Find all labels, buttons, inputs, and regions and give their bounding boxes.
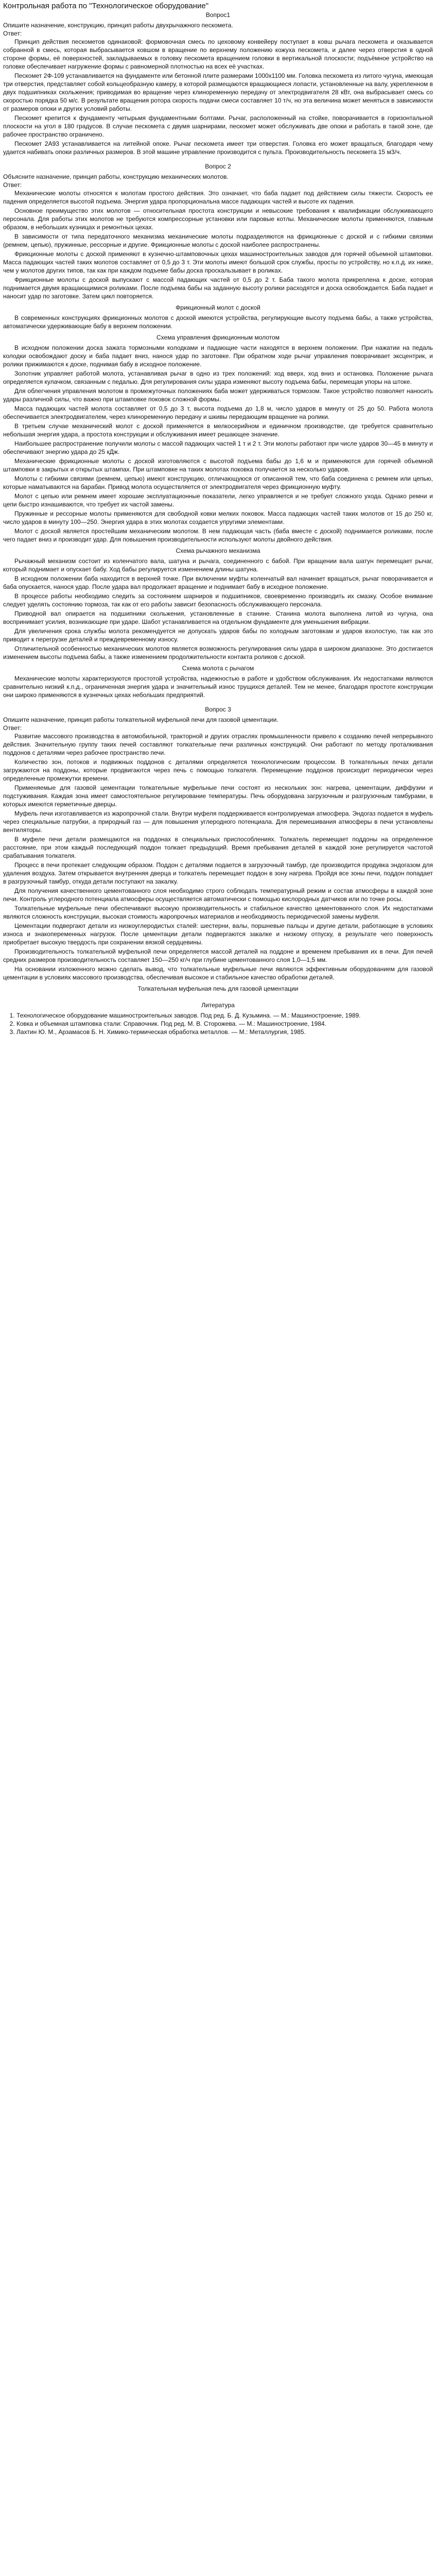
question-text: Опишите назначение, принцип работы толкательной муфельной печи для газовой цементации. bbox=[3, 716, 278, 723]
figure-caption: Схема рычажного механизма bbox=[176, 547, 260, 554]
figure-caption: Фрикционный молот с доской bbox=[176, 304, 260, 311]
answer-paragraph: Пескомет 2А93 устанавливается на литейной опоке. Рычаг пескомета имеет три отверстия. Головка его может вращаться, благодаря чему удается набивать опоки различных размеров. В этой машине управление производится с пульта. Производительность пескомета 15 м3/ч. bbox=[3, 140, 433, 156]
reference-item: 2. Ковка и объемная штамповка стали: Справочник. Под ред. М. В. Сторожева. — М.: Машиностроение, 1984. bbox=[16, 1020, 433, 1028]
question-heading: Вопрос 3 bbox=[205, 706, 231, 713]
answer-paragraph: В современных конструкциях фрикционных молотов с доской имеются устройства, регулирующие высоту подъема бабы, а также устройства, автоматически удерживающие бабу в верхнем положении. bbox=[3, 314, 433, 330]
question-heading: Вопрос 2 bbox=[205, 163, 231, 170]
answer-paragraph: На основании изложенного можно сделать вывод, что толкательные муфельные печи являются эффективным оборудованием для газовой цементации в условиях массового производства, обеспечивая высокое и стабильное качество обработки деталей. bbox=[3, 965, 433, 981]
answer-paragraph: Наибольшее распространение получили молоты с массой падающих частей 1 т и 2 т. Эти молоты работают при числе ударов 30—45 в минуту и обеспечивают энергию удара до 25 кДж. bbox=[3, 440, 433, 455]
document-page bbox=[0, 0, 436, 1052]
answer-paragraph: Процесс в печи протекает следующим образом. Поддон с деталями подается в загрузочный тамбур, где производится продувка эндогазом для удаления воздуха. Затем открывается внутренняя дверца и толкатель перемещает поддон в зону нагрева. Пройдя все зоны печи, поддон попадает в разгрузочный тамбур, откуда детали поступают на закалку. bbox=[3, 861, 433, 885]
answer-paragraph: В третьем случае механический молот с доской применяется в мелкосерийном и единичном производстве, где требуется сравнительно небольшая энергия удара, а простота конструкции и обслуживания имеет решающее значение. bbox=[3, 422, 433, 438]
answer-paragraph: Цементации подвергают детали из низкоуглеродистых сталей: шестерни, валы, поршневые пальцы и другие детали, работающие в условиях износа и знакопеременных нагрузок. После цементации детали подвергаются закалке и низкому отпуску, в результате чего поверхность приобретает высокую твердость при сохранении вязкой сердцевины. bbox=[3, 922, 433, 946]
answer-paragraph: Муфель печи изготавливается из жаропрочной стали. Внутри муфеля поддерживается контролируемая атмосфера. Эндогаз подается в муфель через специальные патрубки, а природный газ — для повышения углеродного потенциала. Для перемешивания атмосферы в печи установлены вентиляторы. bbox=[3, 810, 433, 834]
question-text: Опишите назначение, конструкцию, принцип работы двухрычажного пескомета. bbox=[3, 22, 233, 29]
answer-paragraph: Развитие массового производства в автомобильной, тракторной и других отраслях промышленности привело к созданию печей непрерывного действия. Значительную группу таких печей составляют толкательные печи различных конструкций. Они работают по методу проталкивания поддонов с деталями через рабочее пространство печи. bbox=[3, 733, 433, 756]
answer-paragraph: В муфеле печи детали размещаются на поддонах в специальных приспособлениях. Толкатель перемещает поддоны на определенное расстояние, при этом каждый последующий поддон толкает предыдущий. Время пребывания деталей в каждой зоне регулируется частотой срабатывания толкателя. bbox=[3, 836, 433, 859]
answer-paragraph: Отличительной особенностью механических молотов является возможность регулирования силы удара в широком диапазоне. Это достигается изменением высоты подъема бабы, а также изменением продолжительности контакта роликов с доской. bbox=[3, 645, 433, 660]
answer-paragraph: Для увеличения срока службы молота рекомендуется не допускать ударов бабы по холодным заготовкам и ударов вхолостую, так как это приводит к перегрузке деталей и преждевременному износу. bbox=[3, 628, 433, 643]
answer-paragraph: Молот с цепью или ремнем имеет хорошие эксплуатационные показатели, легко управляется и не требует сложного ухода. Однако ремни и цепи быстро изнашиваются, что требует их частой замены. bbox=[3, 493, 433, 508]
answer-paragraph: Основное преимущество этих молотов — относительная простота конструкции и невысокие требования к квалификации обслуживающего персонала. Для работы этих молотов не требуются компрессорные установки или паровые котлы. Механические молоты применяются, главным образом, в небольших кузницах и ремонтных цехах. bbox=[3, 207, 433, 231]
answer-paragraph: Принцип действия пескометов одинаковой: формовочная смесь по цеховому конвейеру поступает в ковш рычага пескомета и оказывается собранной в смесь, которая выбрасывается ковшом в вращение по верхнему положению кожуха пескомета, и далее через отверстия в одной стороне формы, её поверхностей, закладываемых в головку пескомета вращением головки в вертикальной плоскости; подъёмное устройство на головке обеспечивает нагружение формы с равномерной плотностью на всех её участках. bbox=[3, 38, 433, 70]
answer-paragraph: Приводной вал опирается на подшипники скольжения, установленные в станине. Станина молота выполнена литой из чугуна, она воспринимает усилия, возникающие при ударе. Шабот устанавливается на отдельном фундаменте для уменьшения вибрации. bbox=[3, 610, 433, 625]
references-heading: Литература bbox=[201, 1002, 235, 1009]
document-title: Контрольная работа по "Технологическое оборудование" bbox=[3, 2, 209, 10]
answer-paragraph: В исходном положении доска зажата тормозными колодками и падающие части находятся в верхнем положении. При нажатии на педаль колодки освобождают доску и баба падает вниз, нанося удар по заготовке. При обратном ходе рычаг управления поворачивает эксцентрик, и ролики прижимаются к доске, поднимая бабу в исходное положение. bbox=[3, 344, 433, 368]
answer-paragraph: Молот с доской является простейшим механическим молотом. В нем падающая часть (баба вместе с доской) поднимается роликами, после чего падает вниз и производит удар. Для повышения производительности используют молоты двойного действия. bbox=[3, 528, 433, 543]
question-text: Объясните назначение, принцип работы, конструкцию механических молотов. bbox=[3, 173, 229, 180]
answer-paragraph: Масса падающих частей молота составляет от 0,5 до 3 т, высота подъема до 1,8 м, число ударов в минуту от 25 до 50. Работа молота обеспечивается электродвигателем, через клиноременную передачу и шкивы передающим вращение на ролики. bbox=[3, 405, 433, 420]
references-list bbox=[3, 1011, 433, 1036]
answer-paragraph: В исходном положении баба находится в верхней точке. При включении муфты коленчатый вал начинает вращаться, рычаг поворачивается и баба опускается, нанося удар. После удара вал продолжает вращение и поднимает бабу в исходное положение. bbox=[3, 575, 433, 590]
answer-paragraph: Применяемые для газовой цементации толкательные муфельные печи состоят из нескольких зон: нагрева, цементации, диффузии и подстуживания. Каждая зона имеет самостоятельное регулирование температуры. Печь оборудована загрузочным и разгрузочным тамбурами, в которых имеются герметичные дверцы. bbox=[3, 784, 433, 808]
answer-label: Ответ: bbox=[3, 181, 22, 189]
answer-paragraph: Фрикционные молоты с доской выпускают с массой падающих частей от 0,5 до 2 т. Баба такого молота прикреплена к доске, которая поднимается двумя вращающимися роликами. После подъема бабы на заданную высоту ролики расходятся и доска освобождается. Баба падает и наносит удар по заготовке. Затем цикл повторяется. bbox=[3, 276, 433, 300]
answer-paragraph: Механические фрикционные молоты с доской изготовляются с высотой подъема бабы до 1,6 м и применяются для горячей объемной штамповки в закрытых и открытых штампах. При штамповке на таких молотах поковка получается за несколько ударов. bbox=[3, 457, 433, 473]
figure-caption: Схема молота с рычагом bbox=[182, 665, 254, 672]
answer-label: Ответ: bbox=[3, 30, 22, 37]
answer-paragraph: В процессе работы необходимо следить за состоянием шарниров и подшипников, своевременно производить их смазку. Особое внимание следует уделять состоянию тормоза, так как от его работы зависит безопасность обслуживающего персонала. bbox=[3, 592, 433, 608]
document-body bbox=[3, 11, 433, 993]
figure-caption: Толкательная муфельная печь для газовой цементации bbox=[137, 985, 299, 992]
answer-paragraph: Количество зон, потоков и подвижных поддонов с деталями определяется технологическим процессом. В толкательных печах детали загружаются на поддоны, которые продвигаются через печь с помощью толкателя. Перемещение поддонов происходит периодически через определенные промежутки времени. bbox=[3, 758, 433, 782]
answer-paragraph: Производительность толкательной муфельной печи определяется массой деталей на поддоне и временем пребывания их в печи. Для печей средних размеров производительность составляет 150—250 кг/ч при глубине цементованного слоя 1,0—1,5 мм. bbox=[3, 948, 433, 963]
answer-paragraph: Механические молоты относятся к молотам простого действия. Это означает, что баба падает под действием силы тяжести. Скорость ее падения определяется высотой подъема. Энергия удара пропорциональна массе падающих частей и высоте их падения. bbox=[3, 190, 433, 205]
answer-label: Ответ: bbox=[3, 724, 22, 732]
reference-item: 3. Лахтин Ю. М., Арзамасов Б. Н. Химико-термическая обработка металлов. — М.: Металлургия, 1985. bbox=[16, 1028, 433, 1036]
answer-paragraph: Рычажный механизм состоит из коленчатого вала, шатуна и рычага, соединенного с бабой. При вращении вала шатун перемещает рычаг, который поднимает и опускает бабу. Ход бабы регулируется изменением длины шатуна. bbox=[3, 557, 433, 573]
answer-paragraph: Пескомет 2Ф-109 устанавливается на фундаменте или бетонной плите размерами 1000x1100 мм. Головка пескомета из литого чугуна, имеющая три отверстия, представляет собой кольцеобразную камеру, в которой размещаются вращающиеся лопасти, установленные на валу, укрепленном в двух подшипниках скольжения; приводимая во вращение через клиноременную передачу от электродвигателя 28 кВт, она выбрасывает смесь со скоростью порядка 50 м/с. В результате вращения ротора скорость подачи смеси составляет 10 т/ч, но эта величина может меняться в зависимости от размеров опоки и других условий работы. bbox=[3, 72, 433, 112]
reference-item: 1. Технологическое оборудование машиностроительных заводов. Под ред. Б. Д. Кузьмина. — М.: Машиностроение, 1989. bbox=[16, 1011, 433, 1020]
answer-paragraph: Золотник управляет работой молота, устанавливая рычаг в одно из трех положений: ход вверх, ход вниз и остановка. Положение рычага определяется кулачком, связанным с педалью. Для регулирования силы удара изменяют высоту подъема бабы, перемещая упоры на штоке. bbox=[3, 370, 433, 385]
answer-paragraph: Пружинные и рессорные молоты применяются для свободной ковки мелких поковок. Масса падающих частей таких молотов от 15 до 250 кг, число ударов в минуту 100—250. Энергия удара в этих молотах создается упругими элементами. bbox=[3, 510, 433, 526]
answer-paragraph: Механические молоты характеризуются простотой устройства, надежностью в работе и удобством обслуживания. Их недостатками являются сравнительно низкий к.п.д., ограниченная энергия удара и значительный износ трущихся деталей. Тем не менее, благодаря простоте конструкции они широко применяются в кузнечных цехах небольших предприятий. bbox=[3, 675, 433, 699]
answer-paragraph: Для облегчения управления молотом в промежуточных положениях баба может удерживаться тормозом. Такое устройство позволяет наносить удары различной силы, что важно при штамповке поковок сложной формы. bbox=[3, 387, 433, 403]
figure-caption: Схема управления фрикционным молотом bbox=[156, 334, 280, 341]
answer-paragraph: Для получения качественного цементованного слоя необходимо строго соблюдать температурный режим и состав атмосферы в каждой зоне печи. Контроль углеродного потенциала атмосферы осуществляется автоматически с помощью кислородных датчиков или по точке росы. bbox=[3, 887, 433, 903]
question-heading: Вопрос1 bbox=[205, 11, 231, 19]
answer-paragraph: Пескомет крепится к фундаменту четырьмя фундаментными болтами. Рычаг, расположенный на стойке, поворачивается в горизонтальной плоскости на угол в 180 градусов. В случае пескомета с двумя шарнирами, пескомет может обслуживать две опоки и работать в такой зоне, где рабочее пространство ограничено. bbox=[3, 114, 433, 138]
answer-paragraph: Толкательные муфельные печи обеспечивают высокую производительность и стабильное качество цементованного слоя. Их недостатками являются сложность конструкции, высокая стоимость жаропрочных материалов и необходимость периодической замены муфеля. bbox=[3, 905, 433, 920]
answer-paragraph: В зависимости от типа передаточного механизма механические молоты подразделяются на фрикционные с доской и с гибкими связями (ремнем, цепью), пружинные, рессорные и другие. Фрикционные молоты с доской наиболее распространены. bbox=[3, 233, 433, 248]
answer-paragraph: Фрикционные молоты с доской применяют в кузнечно-штамповочных цехах машиностроительных заводов для горячей объемной штамповки. Масса падающих частей таких молотов составляет от 0,5 до 3 т. Эти молоты имеют большой срок службы, просты по устройству, но к.п.д. их ниже, чем у молотов других типов, так как при каждом подъеме бабы доска проскальзывает в роликах. bbox=[3, 250, 433, 274]
answer-paragraph: Молоты с гибкими связями (ремнем, цепью) имеют конструкцию, отличающуюся от описанной тем, что баба соединена с ремнем или цепью, которые наматываются на барабан. Привод молота осуществляется от электродвигателя через фрикционную муфту. bbox=[3, 475, 433, 490]
